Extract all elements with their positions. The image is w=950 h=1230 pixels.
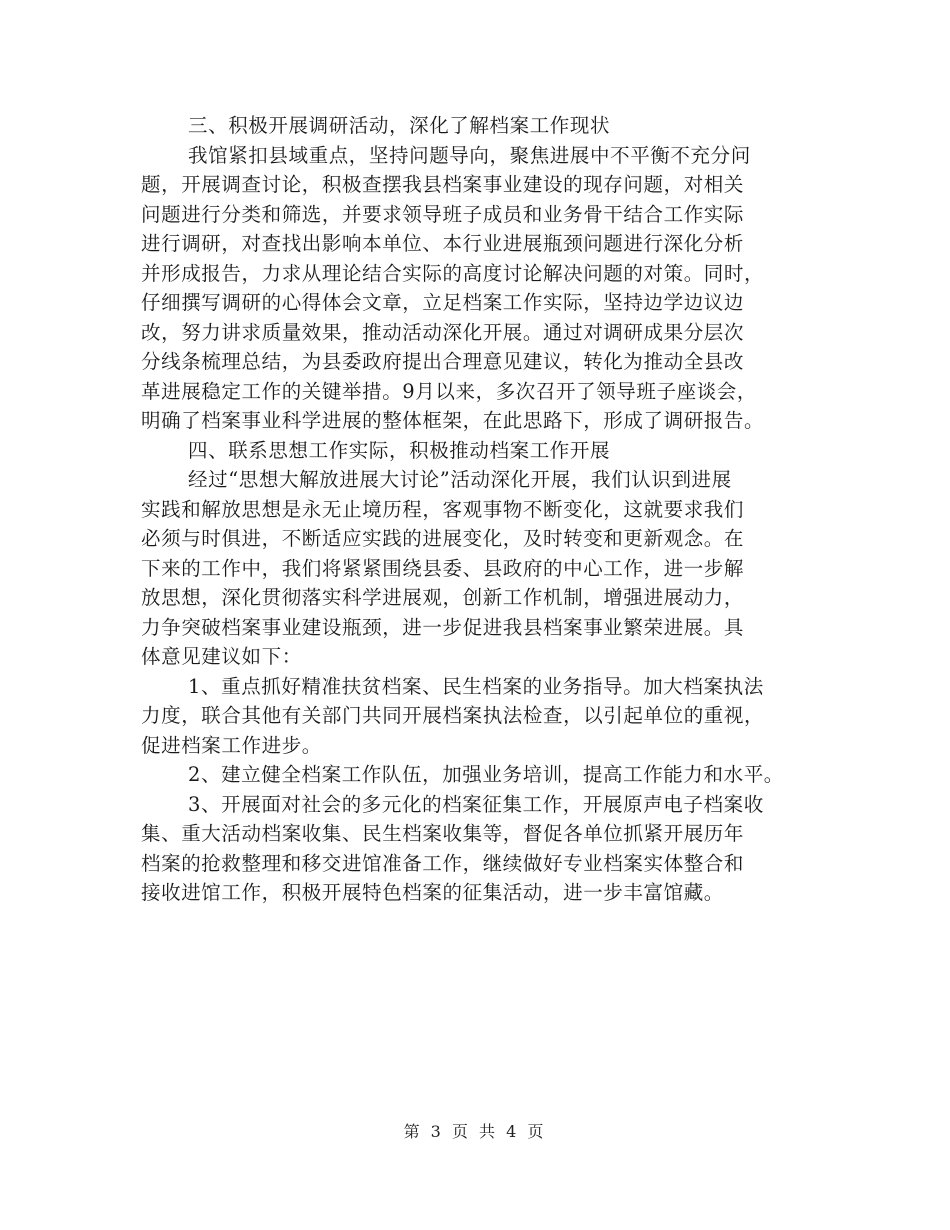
text-line: 促进档案工作进步。	[141, 733, 322, 757]
page-footer: 第 3 页 共 4 页	[403, 1122, 547, 1141]
text-line: 题，开展调查讨论，积极查摆我县档案事业建设的现存问题，对相关	[141, 173, 745, 196]
text-line: 改，努力讲求质量效果，推动活动深化开展。通过对调研成果分层次	[141, 320, 745, 344]
text-line: 放思想，深化贯彻落实科学进展观，创新工作机制，增强进展动力，	[141, 586, 745, 609]
text-line: 集、重大活动档案收集、民生档案收集等，督促各单位抓紧开展历年	[141, 822, 745, 845]
text-line: 经过“思想大解放进展大讨论”活动深化开展，我们认识到进展	[188, 468, 732, 491]
text-line: 力度，联合其他有关部门共同开展档案执法检查，以引起单位的重视，	[141, 704, 765, 727]
text-line: 仔细撰写调研的心得体会文章，立足档案工作实际，坚持边学边议边	[141, 291, 745, 314]
text-line: 明确了档案事业科学进展的整体框架，在此思路下，形成了调研报告。	[141, 409, 765, 432]
text-line: 1、重点抓好精准扶贫档案、民生档案的业务指导。加大档案执法	[188, 674, 764, 698]
text-line: 下来的工作中，我们将紧紧围绕县委、县政府的中心工作，进一步解	[141, 556, 745, 580]
text-line: 进行调研，对查找出影响本单位、本行业进展瓶颈问题进行深化分析	[141, 232, 745, 255]
text-line: 力争突破档案事业建设瓶颈，进一步促进我县档案事业繁荣进展。具	[141, 615, 745, 639]
text-line: 必须与时俱进，不断适应实践的进展变化，及时转变和更新观念。在	[141, 527, 745, 550]
document-body	[141, 111, 813, 908]
text-line: 问题进行分类和筛选，并要求领导班子成员和业务骨干结合工作实际	[141, 202, 745, 226]
text-line: 我馆紧扣县域重点，坚持问题导向，聚焦进展中不平衡不充分问	[188, 143, 751, 167]
text-line: 体意见建议如下：	[141, 645, 302, 668]
text-line: 分线条梳理总结，为县委政府提出合理意见建议，转化为推动全县改	[141, 350, 745, 373]
text-line: 革进展稳定工作的关键举措。9月以来，多次召开了领导班子座谈会，	[141, 379, 758, 403]
text-line: 并形成报告，力求从理论结合实际的高度讨论解决问题的对策。同时，	[141, 261, 765, 285]
text-line: 档案的抢救整理和移交进馆准备工作，继续做好专业档案实体整合和	[141, 851, 745, 875]
text-line: 实践和解放思想是永无止境历程，客观事物不断变化，这就要求我们	[141, 497, 745, 521]
text-line: 3、开展面对社会的多元化的档案征集工作，开展原声电子档案收	[188, 792, 764, 816]
text-line: 四、联系思想工作实际，积极推动档案工作开展	[188, 438, 611, 462]
text-line: 2、建立健全档案工作队伍，加强业务培训，提高工作能力和水平。	[188, 763, 784, 786]
text-line: 接收进馆工作，积极开展特色档案的征集活动，进一步丰富馆藏。	[141, 881, 724, 904]
text-line: 三、积极开展调研活动，深化了解档案工作现状	[188, 114, 611, 137]
